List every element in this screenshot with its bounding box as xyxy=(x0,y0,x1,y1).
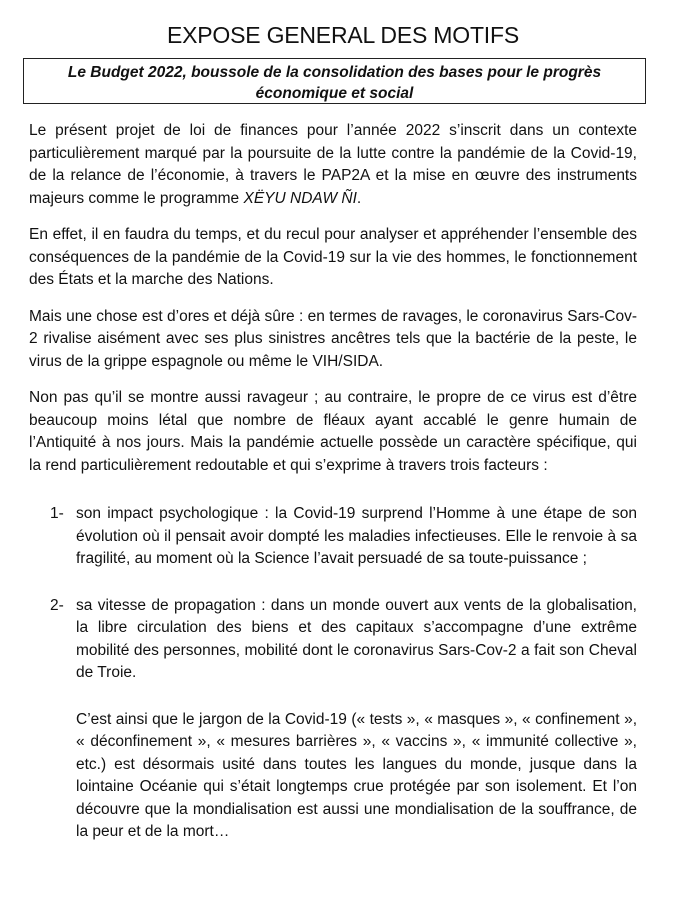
subtitle-text: Le Budget 2022, boussole de la consolidation des bases pour le progrès économique et social xyxy=(67,64,602,102)
program-name: XËYU NDAW ÑI xyxy=(243,189,357,207)
paragraph-2: En effet, il en faudra du temps, et du recul pour analyser et appréhender l’ensemble des conséquences de la pandémie de la Covid-19 sur la vie des hommes, le fonctionnement des États et la marche des Nations. xyxy=(29,226,637,288)
paragraph-3: Mais une chose est d’ores et déjà sûre : en termes de ravages, le coronavirus Sars-Cov-2 rivalise aisément avec ses plus sinistres ancêtres tels que la bactérie de la peste, le virus de la grippe espagnole ou même le VIH/SIDA. xyxy=(29,307,637,370)
document-body xyxy=(29,120,637,844)
factors-list xyxy=(29,503,637,844)
list-subparagraph: C’est ainsi que le jargon de la Covid-19 (« tests », « masques », « confinement », « déconfinement », « mesures barrières », « vaccins », « immunité collective », etc.) est désormais usité dans toutes les langues du monde, jusque dans la lointaine Océanie qui s’était longtemps crue protégée par son isolement. Et l’on découvre que la mondialisation est aussi une mondialisation de la souffrance, de la peur et de la mort… xyxy=(76,710,637,840)
list-item-text: son impact psychologique : la Covid-19 surprend l’Homme à une étape de son évolution où il pensait avoir dompté les maladies infectieuses. Elle le renvoie à sa fragilité, au moment où la Science l’avait persuadé de sa toute-puissance ; xyxy=(76,505,637,567)
list-item-text: sa vitesse de propagation : dans un monde ouvert aux vents de la globalisation, la libre circulation des biens et des capitaux s’accompagne d’une extrême mobilité des personnes, mobilité dont le coronavirus Sars-Cov-2 a fait son Cheval de Troie. xyxy=(76,596,637,681)
subtitle-box xyxy=(23,58,646,104)
list-item-number: 2- xyxy=(50,596,64,614)
paragraph-1 xyxy=(29,120,637,210)
list-item xyxy=(29,595,637,685)
list-item xyxy=(29,503,637,571)
paragraph-1-text: Le présent projet de loi de finances pour l’année 2022 s’inscrit dans un contexte particulièrement marqué par la poursuite de la lutte contre la pandémie de la Covid-19, de la relance de l’économie, à travers le PAP2A et la mise en œuvre des instruments majeurs comme le programme xyxy=(29,122,637,207)
paragraph-1-end: . xyxy=(356,189,362,207)
list-item-number: 1- xyxy=(50,505,64,522)
paragraph-4: Non pas qu’il se montre aussi ravageur ; au contraire, le propre de ce virus est d’être beaucoup moins létal que nombre de fléaux ayant accablé le genre humain de l’Antiquité à nos jours. Mais la pandémie actuelle possède un caractère spécifique, qui la rend particulièrement redoutable et qui s’exprime à travers trois facteurs : xyxy=(29,389,637,474)
document-title: EXPOSE GENERAL DES MOTIFS xyxy=(166,22,519,48)
